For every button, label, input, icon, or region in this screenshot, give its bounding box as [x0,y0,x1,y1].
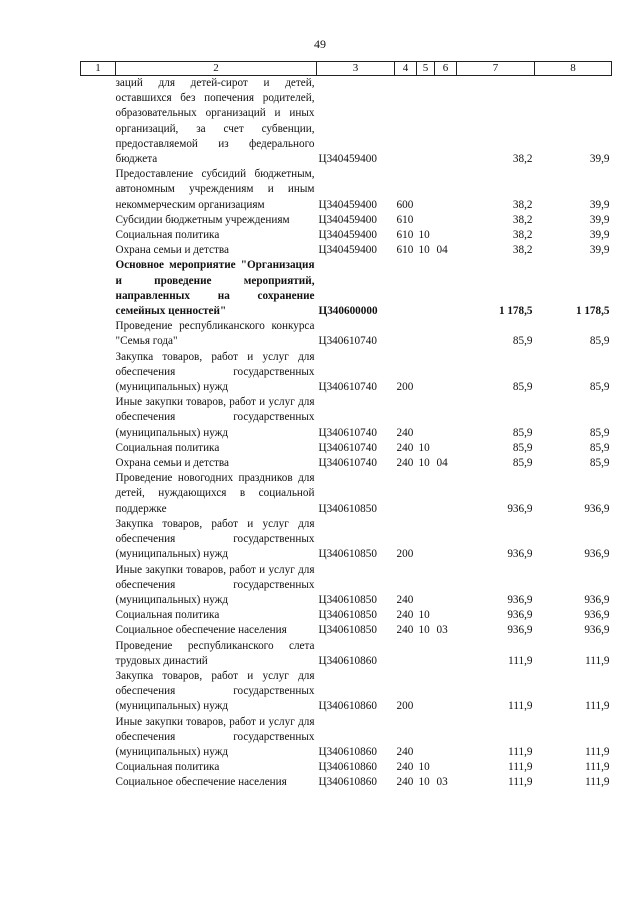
row-code: Ц340610860 [318,761,377,774]
row-empty-cell [81,639,116,669]
row-code: Ц340610860 [318,745,377,758]
row-subsection [435,471,457,517]
row-subsection [435,258,457,319]
row-section [417,76,435,168]
row-name: Закупка товаров, работ и услуг для обеспечения государственных (муниципальных) нужд [115,517,315,561]
row-section [417,167,435,213]
row-name: заций для детей-сирот и детей, оставшихся без попечения родителей, образовательных организаций и иных организаций, за счет субвенции, предоставляемой из федерального бюджета [115,77,315,166]
row-subsection: 04 [436,457,448,470]
row-subsection [435,608,457,623]
row-empty-cell [81,775,116,790]
row-expense-type: 200 [396,548,414,561]
row-expense-type [395,639,417,669]
row-expense-type: 240 [396,745,414,758]
budget-table [80,61,612,791]
row-code: Ц340610740 [318,441,377,454]
row-code: Ц340459400 [318,198,377,211]
row-amount-col7: 111,9 [508,776,533,789]
row-amount-col8: 111,9 [585,745,610,758]
row-subsection [435,669,457,715]
row-expense-type: 240 [396,761,414,774]
header-col-2: 2 [116,62,317,76]
row-code: Ц340610850 [318,548,377,561]
row-code: Ц340600000 [318,305,378,318]
row-code: Ц340610740 [318,381,377,394]
row-empty-cell [81,441,116,456]
table-row [81,213,612,228]
row-empty-cell [81,715,116,761]
row-section: 10 [418,609,430,622]
row-name: Социальная политика [115,761,220,774]
table-row [81,669,612,715]
row-name: Социальное обеспечение населения [115,776,287,789]
row-code: Ц340610860 [318,700,377,713]
row-name: Закупка товаров, работ и услуг для обеспечения государственных (муниципальных) нужд [115,350,315,394]
row-section [417,395,435,441]
row-expense-type [395,258,417,319]
table-row [81,715,612,761]
row-amount-col8: 1 178,5 [575,305,610,318]
row-amount-col8: 111,9 [585,700,610,713]
row-expense-type [395,471,417,517]
row-section: 10 [418,457,430,470]
row-subsection [435,228,457,243]
table-row [81,517,612,563]
table-header [81,62,612,76]
row-subsection: 03 [436,776,448,789]
row-empty-cell [81,319,116,349]
table-row [81,471,612,517]
row-subsection [435,319,457,349]
row-expense-type: 240 [396,624,414,637]
row-amount-col8: 39,9 [589,244,610,257]
row-amount-col7: 38,2 [512,244,533,257]
row-section [417,715,435,761]
row-name: Проведение республиканского конкурса "Семья года" [115,320,315,348]
header-col-4: 4 [395,62,417,76]
row-section [417,319,435,349]
table-row [81,608,612,623]
row-subsection [435,76,457,168]
row-amount-col8: 111,9 [585,776,610,789]
row-amount-col8: 85,9 [589,441,610,454]
table-row [81,639,612,669]
row-amount-col7: 1 178,5 [498,305,533,318]
row-expense-type: 610 [396,213,414,226]
table-row [81,563,612,609]
header-col-6: 6 [435,62,457,76]
row-expense-type: 600 [396,198,414,211]
row-amount-col8: 85,9 [589,457,610,470]
row-name: Охрана семьи и детства [115,244,229,257]
row-empty-cell [81,623,116,638]
row-empty-cell [81,760,116,775]
row-amount-col8: 39,9 [589,153,610,166]
row-expense-type: 240 [396,776,414,789]
row-amount-col7: 38,2 [512,213,533,226]
row-name: Иные закупки товаров, работ и услуг для обеспечения государственных (муниципальных) нужд [115,563,315,606]
row-section [417,213,435,228]
row-section: 10 [418,776,430,789]
row-expense-type: 610 [396,244,414,257]
row-section: 10 [418,761,430,774]
row-amount-col8: 85,9 [589,335,610,348]
row-section: 10 [418,441,430,454]
row-name: Предоставление субсидий бюджетным, автономным учреждениям и иным некоммерческим организациям [115,168,315,211]
page-number: 49 [314,37,326,51]
row-amount-col7: 936,9 [507,609,533,622]
row-empty-cell [81,228,116,243]
header-row [81,62,612,76]
row-amount-col7: 85,9 [512,335,533,348]
row-subsection [435,517,457,563]
table-row [81,623,612,638]
table-row [81,76,612,168]
row-name: Закупка товаров, работ и услуг для обеспечения государственных (муниципальных) нужд [115,669,315,713]
table-row [81,167,612,213]
row-subsection [435,441,457,456]
table-row [81,441,612,456]
row-section [417,350,435,396]
row-code: Ц340610860 [318,654,377,667]
row-section [417,563,435,609]
row-empty-cell [81,167,116,213]
row-section [417,471,435,517]
row-empty-cell [81,608,116,623]
table-row [81,258,612,319]
row-amount-col8: 111,9 [585,654,610,667]
row-expense-type: 240 [396,426,414,439]
row-empty-cell [81,517,116,563]
row-amount-col8: 39,9 [589,213,610,226]
row-amount-col8: 936,9 [584,609,610,622]
table-body [81,76,612,791]
row-amount-col7: 85,9 [512,381,533,394]
row-subsection: 04 [436,244,448,257]
row-subsection [435,395,457,441]
row-amount-col7: 38,2 [512,229,533,242]
table-row [81,775,612,790]
row-code: Ц340610850 [318,593,377,606]
header-col-1: 1 [81,62,116,76]
row-amount-col7: 38,2 [512,153,533,166]
row-section: 10 [418,244,430,257]
row-expense-type: 200 [396,381,414,394]
row-amount-col8: 936,9 [584,624,610,637]
row-subsection [435,167,457,213]
row-subsection [435,639,457,669]
row-subsection [435,213,457,228]
row-name: Социальная политика [115,609,220,622]
row-subsection [435,563,457,609]
row-subsection [435,760,457,775]
row-code: Ц340459400 [318,229,377,242]
row-expense-type [395,76,417,168]
table-row [81,350,612,396]
row-section: 10 [418,624,430,637]
table-row [81,243,612,258]
row-name: Социальная политика [115,441,220,454]
row-amount-col7: 85,9 [512,426,533,439]
row-empty-cell [81,213,116,228]
row-amount-col8: 85,9 [589,426,610,439]
row-amount-col7: 85,9 [512,457,533,470]
row-amount-col7: 85,9 [512,441,533,454]
row-amount-col8: 85,9 [589,381,610,394]
row-empty-cell [81,669,116,715]
row-section [417,639,435,669]
row-amount-col7: 936,9 [507,548,533,561]
row-empty-cell [81,258,116,319]
row-subsection [435,350,457,396]
row-expense-type: 240 [396,609,414,622]
row-name: Проведение новогодних праздников для детей, нуждающихся в социальной поддержке [115,472,315,515]
table-row [81,395,612,441]
row-amount-col7: 111,9 [508,745,533,758]
row-name: Иные закупки товаров, работ и услуг для обеспечения государственных (муниципальных) нужд [115,715,315,758]
row-amount-col8: 936,9 [584,548,610,561]
row-code: Ц340610850 [318,624,377,637]
row-name: Иные закупки товаров, работ и услуг для обеспечения государственных (муниципальных) нужд [115,396,315,439]
row-code: Ц340459400 [318,244,377,257]
row-empty-cell [81,350,116,396]
table-row [81,456,612,471]
row-expense-type: 200 [396,700,414,713]
row-name: Субсидии бюджетным учреждениям [115,213,290,226]
row-amount-col8: 936,9 [584,502,610,515]
row-amount-col8: 39,9 [589,198,610,211]
row-code: Ц340459400 [318,153,377,166]
row-expense-type [395,319,417,349]
row-code: Ц340610850 [318,609,377,622]
row-empty-cell [81,471,116,517]
row-code: Ц340610740 [318,335,377,348]
row-amount-col8: 936,9 [584,593,610,606]
row-name: Социальная политика [115,229,220,242]
row-empty-cell [81,243,116,258]
header-col-5: 5 [417,62,435,76]
row-amount-col7: 38,2 [512,198,533,211]
row-empty-cell [81,76,116,168]
table-row [81,228,612,243]
row-subsection [435,715,457,761]
row-section [417,517,435,563]
row-name: Основное мероприятие "Организация и проведение мероприятий, направленных на сохранение семейных ценностей" [115,259,315,318]
row-empty-cell [81,563,116,609]
row-amount-col7: 936,9 [507,593,533,606]
row-amount-col8: 39,9 [589,229,610,242]
header-col-3: 3 [317,62,395,76]
row-name: Социальное обеспечение населения [115,624,287,637]
row-amount-col7: 936,9 [507,502,533,515]
row-code: Ц340610740 [318,426,377,439]
row-amount-col7: 936,9 [507,624,533,637]
row-section [417,258,435,319]
row-section [417,669,435,715]
header-col-8: 8 [535,62,612,76]
row-code: Ц340459400 [318,213,377,226]
row-expense-type: 240 [396,593,414,606]
row-amount-col8: 111,9 [585,761,610,774]
row-section: 10 [418,229,430,242]
row-amount-col7: 111,9 [508,700,533,713]
row-code: Ц340610860 [318,776,377,789]
row-name: Проведение республиканского слета трудовых династий [115,639,315,667]
row-code: Ц340610740 [318,457,377,470]
row-amount-col7: 111,9 [508,654,533,667]
header-col-7: 7 [457,62,535,76]
row-expense-type: 240 [396,441,414,454]
row-empty-cell [81,456,116,471]
table-row [81,760,612,775]
row-empty-cell [81,395,116,441]
row-name: Охрана семьи и детства [115,457,229,470]
table-row [81,319,612,349]
row-subsection: 03 [436,624,448,637]
row-code: Ц340610850 [318,502,377,515]
row-expense-type: 240 [396,457,414,470]
row-amount-col7: 111,9 [508,761,533,774]
row-expense-type: 610 [396,229,414,242]
